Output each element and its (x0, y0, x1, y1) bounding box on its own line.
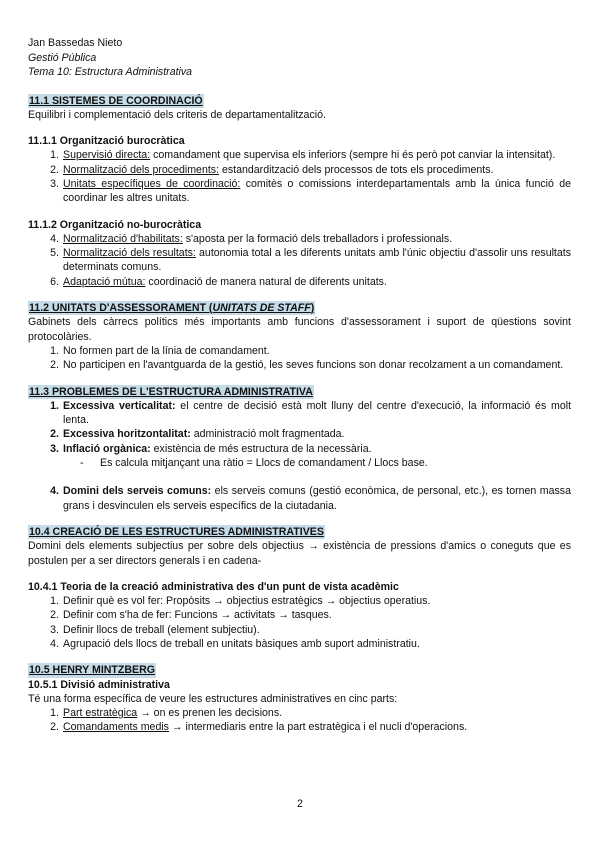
item-number: 2. (50, 721, 59, 734)
list-item (28, 344, 571, 358)
item-term: Supervisió directa: (63, 149, 151, 162)
list-item (28, 358, 571, 372)
item-text: coordinació de manera natural de diferents unitats. (145, 275, 387, 288)
numbered-list (28, 344, 571, 373)
item-term: Adaptació mútua: (63, 275, 146, 288)
item-number: 3. (50, 442, 59, 455)
page-number: 2 (297, 798, 303, 810)
list-item (28, 399, 571, 428)
item-text: existència de més estructura de la necessària. (150, 442, 372, 455)
item-text: Definir llocs de treball (element subjectiu). (63, 623, 260, 636)
item-number: 1. (50, 399, 59, 412)
item-text: estandardització dels processos de tots els procediments. (219, 163, 494, 176)
item-text: → intermediaris entre la part estratègica i el nucli d'operacions. (168, 721, 468, 734)
author-name: Jan Bassedas Nieto (28, 37, 123, 49)
list-item (28, 427, 571, 441)
section-title: 10.4 CREACIÓ DE LES ESTRUCTURES ADMINISTRATIVES (29, 525, 324, 538)
subject-name: Gestió Pública (28, 51, 97, 64)
dash-text: Es calcula mitjançant una ràtio = Llocs de comandament / Llocs base. (100, 457, 428, 470)
item-text: Agrupació dels llocs de treball en unitats bàsiques amb suport administratiu. (63, 638, 420, 650)
item-term: Excessiva verticalitat: (63, 399, 176, 412)
item-number: 1. (50, 707, 59, 720)
item-text: el centre de decisió està molt lluny del centre d'execució, la informació és molt lenta. (63, 399, 572, 427)
item-text: comandament que supervisa els inferiors (sempre hi és però pot canviar la intensitat). (150, 149, 556, 162)
item-text: → on es prenen les decisions. (137, 707, 283, 720)
item-number: 3. (50, 177, 59, 190)
item-text: Definir com s'ha de fer: Funcions → activitats → tasques. (63, 609, 332, 622)
item-term: Unitats específiques de coordinació: (63, 177, 241, 190)
item-term: Excessiva horitzontalitat: (63, 428, 191, 441)
item-number: 6. (50, 275, 59, 288)
list-item (28, 232, 571, 246)
subsection-intro: Té una forma específica de veure les estructures administratives en cinc parts: (28, 692, 398, 705)
item-term: Inflació orgànica: (63, 442, 151, 455)
item-number: 2. (50, 609, 59, 622)
numbered-list (28, 232, 571, 289)
item-term: Normalització dels procediments: (63, 163, 220, 176)
list-item (28, 246, 571, 275)
subsection-title: 10.5.1 Divisió administrativa (28, 678, 170, 691)
topic-title: Tema 10: Estructura Administrativa (28, 66, 193, 78)
document-page (28, 36, 571, 735)
list-item (28, 177, 571, 206)
item-number: 4. (50, 232, 59, 245)
dash-mark: - (80, 457, 84, 470)
item-term: Normalització dels resultats: (63, 247, 196, 260)
list-item (28, 442, 571, 456)
item-number: 1. (50, 595, 59, 608)
list-item (28, 720, 571, 734)
item-text: administració molt fragmentada. (190, 428, 345, 441)
item-term: Normalització d'habilitats: (63, 232, 183, 245)
title-italic-part: UNITATS DE STAFF (212, 302, 311, 315)
list-item (28, 148, 571, 162)
title-part: 11.2 UNITATS D'ASSESSORAMENT ( (29, 302, 213, 315)
item-number: 5. (50, 247, 59, 260)
section-10-5 (28, 663, 571, 734)
numbered-list (28, 148, 571, 205)
item-number: 3. (50, 623, 59, 636)
section-11-3 (28, 385, 571, 513)
section-10-4 (28, 525, 571, 651)
item-text: els serveis comuns (gestió econòmica, de personal, etc.), es tornen massa grans i desvinculen els serveis específics de la ciutadania. (63, 485, 571, 512)
title-part: ) (310, 302, 315, 315)
list-item (28, 637, 571, 651)
subsection-title: 11.1.1 Organització burocràtica (28, 135, 185, 148)
item-term: Comandaments medis (63, 721, 169, 734)
item-text: No formen part de la línia de comandament. (63, 344, 270, 357)
section-title (28, 301, 315, 315)
list-item (28, 275, 571, 289)
numbered-list (28, 484, 571, 513)
numbered-list (28, 706, 571, 735)
numbered-list (28, 594, 571, 651)
numbered-list (28, 399, 571, 456)
item-text: No participen en l'avantguarda de la gestió, les seves funcions son donar recolzament a un comandament. (63, 359, 564, 372)
list-item (28, 594, 571, 608)
section-title: 11.3 PROBLEMES DE L'ESTRUCTURA ADMINISTRATIVA (29, 385, 313, 398)
list-item (28, 163, 571, 177)
list-item (28, 623, 571, 637)
item-number: 2. (50, 428, 59, 441)
section-intro: Equilibri i complementació dels criteris de departamentalització. (28, 108, 326, 121)
item-text: s'aposta per la formació dels treballadors i professionals. (182, 232, 453, 245)
item-number: 1. (50, 149, 59, 162)
section-11-1 (28, 94, 571, 290)
section-title: 10.5 HENRY MINTZBERG (29, 664, 155, 677)
section-intro: Domini dels elements subjectius per sobre dels objectius → existència de pressions d'amics o coneguts que es postulen per a ser directors generals i en cadena- (28, 540, 571, 567)
section-title: 11.1 SISTEMES DE COORDINACIÓ (29, 94, 203, 107)
item-number: 2. (50, 359, 59, 372)
item-term: Part estratègica (63, 707, 138, 720)
list-item (28, 608, 571, 622)
item-term: Domini dels serveis comuns: (63, 485, 212, 498)
dash-item (28, 456, 571, 470)
item-text: Definir què es vol fer: Propòsits → objectius estratègics → objectius operatius. (63, 595, 431, 608)
subsection-title: 11.1.2 Organització no-burocràtica (28, 218, 202, 231)
list-item (28, 484, 571, 513)
item-number: 1. (50, 344, 59, 357)
item-text: comitès o comissions interdepartamentals amb la única funció de coordinar les altres unitats. (63, 177, 571, 205)
document-header (28, 36, 571, 80)
item-number: 4. (50, 485, 59, 498)
subsection-title: 10.4.1 Teoria de la creació administrativa des d'un punt de vista acadèmic (28, 580, 399, 593)
item-text: autonomia total a les diferents unitats amb l'únic objectiu d'assolir uns resultats determinats comuns. (63, 247, 572, 274)
section-intro: Gabinets dels càrrecs polítics més importants amb funcions d'assessorament i suport de qüestions sovint protocolàries. (28, 316, 571, 343)
list-item (28, 706, 571, 720)
item-number: 4. (50, 638, 59, 650)
section-11-2 (28, 301, 571, 372)
item-number: 2. (50, 163, 59, 176)
